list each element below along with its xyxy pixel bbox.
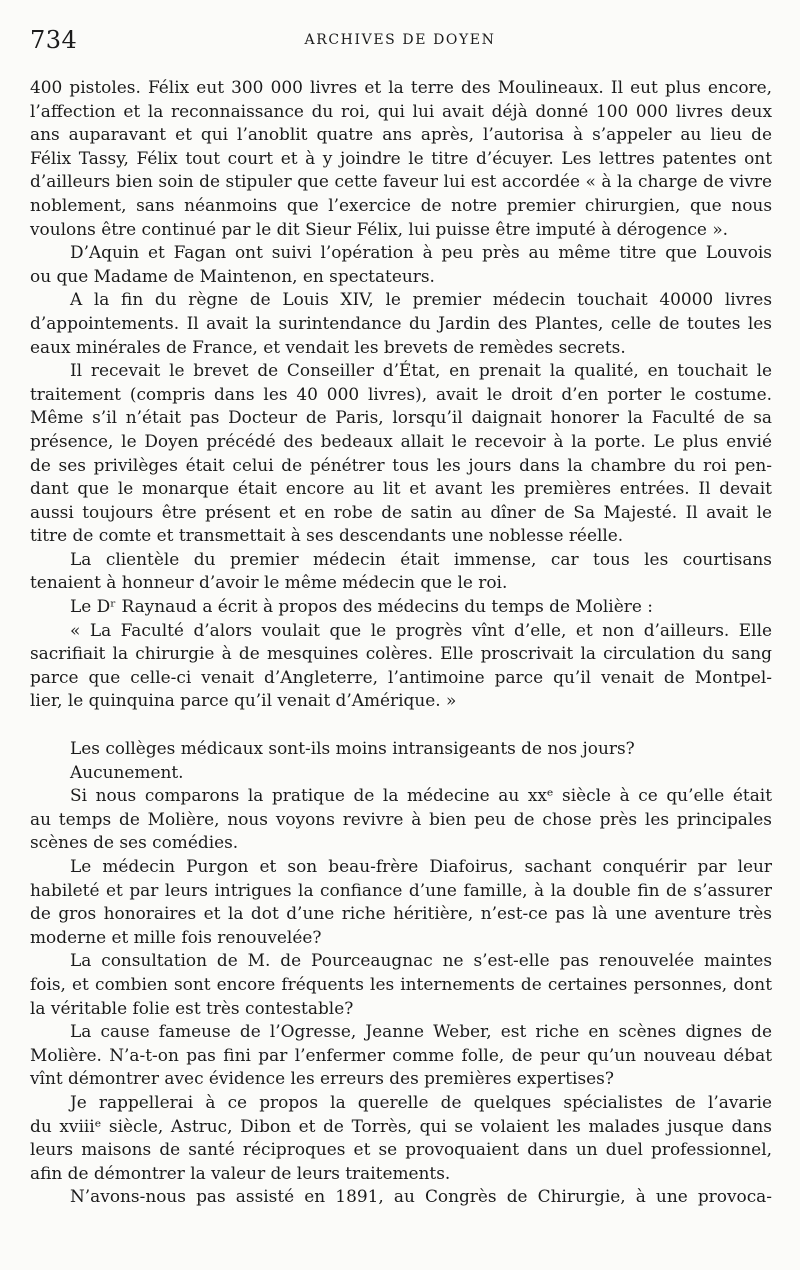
- text-line: de gros honoraires et la dot d’une riche héritière, n’est-ce pas là une aventure très: [30, 903, 772, 924]
- text-line: la véritable folie est très contestable?: [30, 997, 354, 1018]
- text-line: lier, le quinquina parce qu’il venait d’Amérique. »: [30, 690, 457, 711]
- text-line: au temps de Molière, nous voyons revivre à bien peu de chose près les principales: [30, 808, 772, 829]
- text-line: Félix Tassy, Félix tout court et à y joindre le titre d’écuyer. Les lettres patentes ont: [30, 147, 772, 168]
- text-line: 400 pistoles. Félix eut 300 000 livres et la terre des Moulineaux. Il eut plus encore,: [30, 77, 772, 97]
- text-line: tenaient à honneur d’avoir le même médecin que le roi.: [30, 572, 508, 593]
- text-line: « La Faculté d’alors voulait que le progrès vînt d’elle, et non d’ailleurs. Elle: [70, 619, 772, 640]
- text-line: voulons être continué par le dit Sieur Félix, lui puisse être imputé à dérogence ».: [30, 218, 729, 239]
- text-line: Le Dʳ Raynaud a écrit à propos des médecins du temps de Molière :: [70, 596, 653, 617]
- text-line: d’ailleurs bien soin de stipuler que cette faveur lui est accordée « à la charge de vivre: [30, 171, 772, 192]
- text-line: titre de comte et transmettait à ses descendants une noblesse réelle.: [30, 525, 624, 546]
- text-line: Il recevait le brevet de Conseiller d’État, en prenait la qualité, en touchait le: [70, 360, 772, 381]
- text-line: Je rappellerai à ce propos la querelle de quelques spécialistes de l’avarie: [70, 1091, 772, 1112]
- text-line: Le médecin Purgon et son beau-frère Diafoirus, sachant conquérir par leur: [70, 856, 772, 876]
- text-line: parce que celle-ci venait d’Angleterre, l’antimoine parce qu’il venait de Montpel-: [30, 666, 772, 687]
- paragraph: [30, 1020, 772, 1091]
- text-line: fois, et combien sont encore fréquents les internements de certaines personnes, dont: [30, 973, 772, 994]
- text-line: traitement (compris dans les 40 000 livres), avait le droit d’en porter le costume.: [30, 383, 772, 404]
- text-line: aussi toujours être présent et en robe de satin au dîner de Sa Majesté. Il avait le: [30, 501, 772, 522]
- text-line: Si nous comparons la pratique de la médecine au xxᵉ siècle à ce qu’elle était: [70, 785, 772, 806]
- paragraph: [30, 1185, 772, 1209]
- paragraph: [30, 761, 772, 785]
- page-header: [30, 26, 770, 56]
- text-line: Aucunement.: [70, 761, 184, 782]
- text-line: l’affection et la reconnaissance du roi, qui lui avait déjà donné 100 000 livres deux: [30, 100, 772, 121]
- text-line: Les collèges médicaux sont-ils moins intransigeants de nos jours?: [70, 738, 635, 759]
- text-line: N’avons-nous pas assisté en 1891, au Congrès de Chirurgie, à une provoca-: [70, 1186, 772, 1207]
- text-line: de ses privilèges était celui de pénétrer tous les jours dans la chambre du roi pen-: [30, 454, 772, 475]
- text-line: du xviiiᵉ siècle, Astruc, Dibon et de Torrès, qui se volaient les malades jusque dans: [30, 1115, 772, 1136]
- text-line: sacrifiait la chirurgie à de mesquines colères. Elle proscrivait la circulation du sang: [30, 643, 772, 664]
- text-line: ou que Madame de Maintenon, en spectateurs.: [30, 265, 435, 286]
- text-line: moderne et mille fois renouvelée?: [30, 926, 322, 947]
- paragraph: [30, 595, 772, 619]
- paragraph: [30, 548, 772, 595]
- paragraph: [30, 855, 772, 949]
- paragraph: [30, 737, 772, 761]
- text-line: Même s’il n’était pas Docteur de Paris, lorsqu’il daignait honorer la Faculté de sa: [30, 407, 772, 428]
- text-line: vînt démontrer avec évidence les erreurs des premières expertises?: [30, 1068, 614, 1089]
- text-line: noblement, sans néanmoins que l’exercice de notre premier chirurgien, que nous: [30, 194, 772, 215]
- text-line: Molière. N’a-t-on pas fini par l’enfermer comme folle, de peur qu’un nouveau débat: [30, 1044, 772, 1065]
- text-line: La clientèle du premier médecin était immense, car tous les courtisans: [70, 548, 772, 569]
- text-line: habileté et par leurs intrigues la confiance d’une famille, à la double fin de s’assurer: [30, 879, 772, 900]
- text-line: d’appointements. Il avait la surintendance du Jardin des Plantes, celle de toutes les: [30, 312, 772, 333]
- paragraph: [30, 241, 772, 288]
- text-line: présence, le Doyen précédé des bedeaux allait le recevoir à la porte. Le plus envié: [30, 430, 772, 451]
- text-line: afin de démontrer la valeur de leurs traitements.: [30, 1162, 451, 1183]
- paragraph: [30, 1091, 772, 1185]
- body-text: [30, 76, 772, 1209]
- text-line: leurs maisons de santé réciproques et se provoquaient dans un duel professionnel,: [30, 1139, 772, 1160]
- text-line: D’Aquin et Fagan ont suivi l’opération à peu près au même titre que Louvois: [70, 242, 772, 263]
- page-number: 734: [30, 26, 78, 54]
- paragraph: [30, 619, 772, 713]
- paragraph: [30, 949, 772, 1020]
- running-head: ARCHIVES DE DOYEN: [304, 32, 496, 48]
- paragraph: [30, 784, 772, 855]
- text-line: eaux minérales de France, et vendait les brevets de remèdes secrets.: [30, 336, 626, 357]
- text-line: dant que le monarque était encore au lit et avant les premières entrées. Il devait: [30, 478, 772, 499]
- text-line: scènes de ses comédies.: [30, 832, 239, 853]
- paragraph: [30, 359, 772, 548]
- text-line: A la fin du règne de Louis XIV, le premier médecin touchait 40000 livres: [70, 289, 772, 310]
- paragraph: [30, 288, 772, 359]
- text-line: La cause fameuse de l’Ogresse, Jeanne Weber, est riche en scènes dignes de: [70, 1021, 772, 1042]
- text-line: La consultation de M. de Pourceaugnac ne s’est-elle pas renouvelée maintes: [70, 950, 772, 971]
- text-line: ans auparavant et qui l’anoblit quatre ans après, l’autorisa à s’appeler au lieu de: [30, 124, 772, 145]
- paragraph: [30, 76, 772, 241]
